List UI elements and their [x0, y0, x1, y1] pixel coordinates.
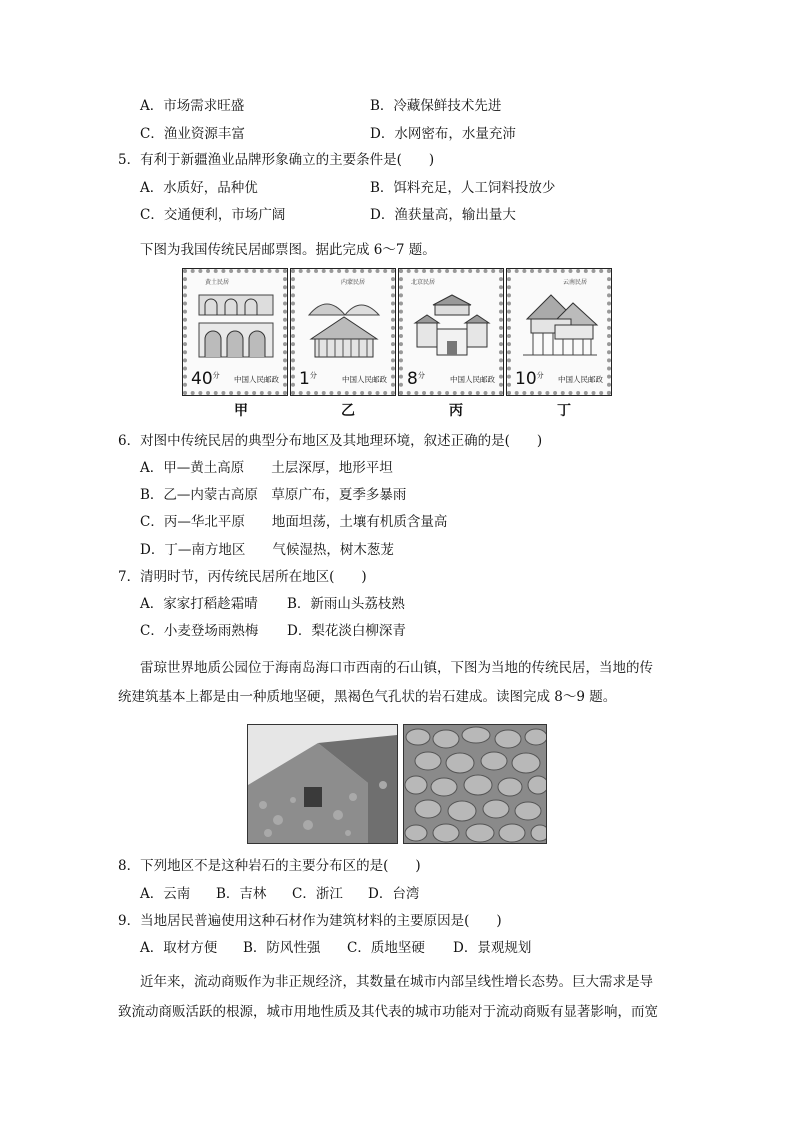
stamp-caption-bing: 丙 — [449, 403, 463, 419]
q8-stem: 8．下列地区不是这种岩石的主要分布区的是( ) — [118, 858, 421, 874]
stamp-ding-title: 云南民居 — [563, 279, 588, 286]
q6-option-d: D．丁—南方地区 气候湿热，树木葱茏 — [140, 542, 394, 558]
final-paragraph-line2: 致流动商贩活跃的根源，城市用地性质及其代表的城市功能对于流动商贩有显著影响，而宽 — [118, 1004, 658, 1020]
cave-dwelling-image — [197, 289, 275, 359]
stamp-ding-issuer: 中国人民邮政 — [558, 375, 603, 384]
q8-option-c: C．浙江 — [292, 886, 343, 902]
stone-house-photo — [247, 724, 398, 844]
stamp-caption-ding: 丁 — [557, 403, 571, 419]
q5-option-c: C．交通便利，市场广阔 — [140, 207, 286, 223]
intro-8-9-line2: 统建筑基本上都是由一种质地坚硬，黑褐色气孔状的岩石建成。读图完成 8～9 题。 — [118, 689, 617, 705]
stamp-yi-title: 内蒙民居 — [341, 279, 366, 286]
intro-6-7: 下图为我国传统民居邮票图。据此完成 6～7 题。 — [140, 242, 436, 258]
stamp-bing-title: 北京民居 — [411, 279, 436, 286]
stamp-ding — [506, 268, 612, 396]
q4-option-a: A．市场需求旺盛 — [140, 98, 245, 114]
stilt-house-image — [521, 289, 599, 359]
q9-option-c: C．质地坚硬 — [347, 940, 425, 956]
q7-stem: 7．清明时节，丙传统民居所在地区( ) — [118, 569, 367, 585]
q4-option-c: C．渔业资源丰富 — [140, 126, 245, 142]
q7-option-d: D．梨花淡白柳深青 — [287, 623, 406, 639]
stamp-jia-issuer: 中国人民邮政 — [234, 375, 279, 384]
q7-option-b: B．新雨山头荔枝熟 — [287, 596, 405, 612]
q6-option-c: C．丙—华北平原 地面坦荡，土壤有机质含量高 — [140, 514, 448, 530]
final-paragraph-line1: 近年来，流动商贩作为非正规经济，其数量在城市内部呈线性增长态势。巨大需求是导 — [140, 974, 653, 990]
q5-option-b: B．饵料充足，人工饲料投放少 — [370, 180, 556, 196]
stamp-jia-title: 黄土民居 — [205, 279, 230, 286]
q7-option-c: C．小麦登场雨熟梅 — [140, 623, 259, 639]
q5-stem: 5．有利于新疆渔业品牌形象确立的主要条件是( ) — [118, 152, 435, 168]
q9-stem: 9．当地居民普遍使用这种石材作为建筑材料的主要原因是( ) — [118, 913, 502, 929]
stamp-jia-value: $40^分$ — [191, 369, 220, 389]
stamp-jia — [182, 268, 288, 396]
stamp-yi — [290, 268, 396, 396]
courtyard-house-image — [413, 289, 491, 359]
q6-stem: 6．对图中传统民居的典型分布地区及其地理环境，叙述正确的是( ) — [118, 433, 543, 449]
stamp-yi-value: $1^分$ — [299, 369, 317, 389]
stamp-caption-jia: 甲 — [234, 403, 248, 419]
q7-option-a: A．家家打稻趁霜晴 — [140, 596, 258, 612]
stone-wall-closeup-photo — [403, 724, 547, 844]
stamp-bing — [398, 268, 504, 396]
q4-option-d: D．水网密布，水量充沛 — [370, 126, 516, 142]
intro-8-9-line1: 雷琼世界地质公园位于海南岛海口市西南的石山镇，下图为当地的传统民居，当地的传 — [140, 660, 653, 676]
q4-option-b: B．冷藏保鲜技术先进 — [370, 98, 502, 114]
q6-option-a: A．甲—黄土高原 土层深厚，地形平坦 — [140, 460, 393, 476]
q9-option-b: B．防风性强 — [243, 940, 321, 956]
q8-option-b: B．吉林 — [216, 886, 267, 902]
yurt-image — [305, 289, 383, 359]
stamp-yi-issuer: 中国人民邮政 — [342, 375, 387, 384]
stamp-bing-value: $8^分$ — [407, 369, 425, 389]
q6-option-b: B．乙—内蒙古高原 草原广布，夏季多暴雨 — [140, 487, 407, 503]
q5-option-d: D．渔获量高，输出量大 — [370, 207, 516, 223]
stamps-figure — [182, 268, 612, 396]
stamp-ding-value: $10^分$ — [515, 369, 544, 389]
q8-option-a: A．云南 — [140, 886, 191, 902]
q5-option-a: A．水质好，品种优 — [140, 180, 258, 196]
q9-option-d: D．景观规划 — [453, 940, 532, 956]
stamp-bing-issuer: 中国人民邮政 — [450, 375, 495, 384]
q9-option-a: A．取材方便 — [140, 940, 218, 956]
stamp-caption-yi: 乙 — [341, 403, 355, 419]
q8-option-d: D．台湾 — [368, 886, 420, 902]
